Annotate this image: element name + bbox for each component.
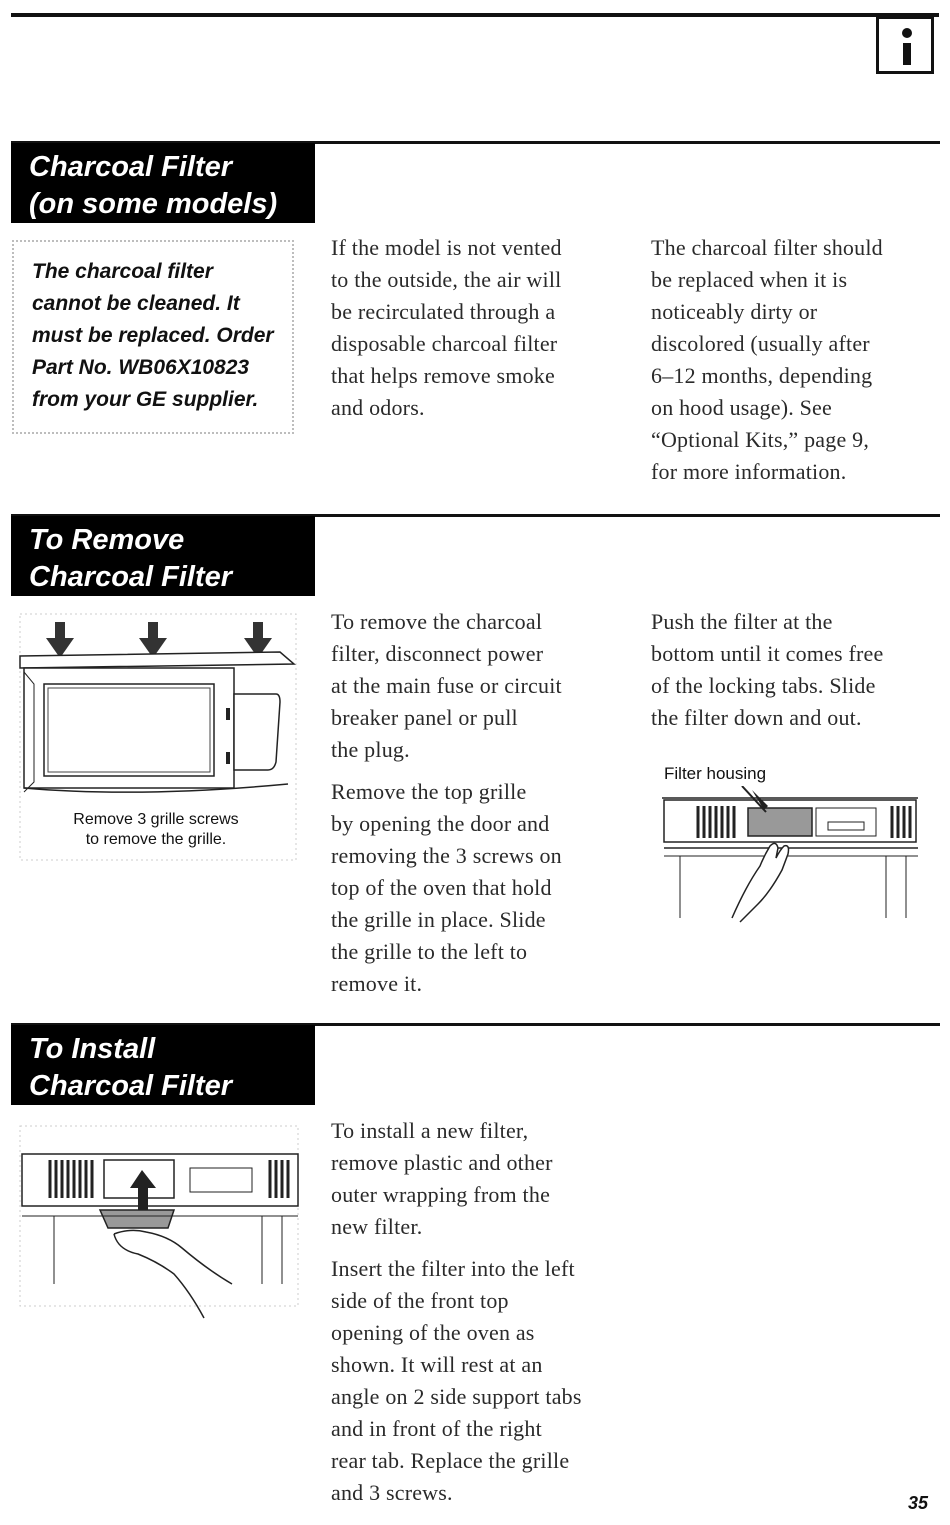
section-title-install-filter: To Install Charcoal Filter bbox=[11, 1025, 315, 1105]
filter-housing-illustration bbox=[660, 786, 928, 926]
charcoal-col2-text: The charcoal filter should be replaced when it is noticeably dirty or discolored (usually after 6–12 months, depending on hood usage). See “Optional Kits,” page 9, for more information. bbox=[651, 235, 883, 484]
remove-col2-text: Push the filter at the bottom until it comes free of the locking tabs. Slide the filter down and out. bbox=[651, 609, 884, 730]
remove-col1-text: To remove the charcoal filter, disconnect power at the main fuse or circuit breaker panel or pull the plug. Remove the top grille by opening the door and removing the 3 screws on top of the oven that hold the grille in place. Slide the grille to the left to remove it. bbox=[331, 609, 562, 996]
note-line: must be replaced. Order bbox=[32, 324, 274, 347]
top-rule bbox=[11, 13, 939, 17]
filter-install-illustration bbox=[18, 1124, 300, 1324]
info-icon bbox=[876, 16, 934, 74]
replacement-note bbox=[12, 240, 294, 434]
install-text: To install a new filter, remove plastic and other outer wrapping from the new filter. Insert the filter into the left side of the front top opening of the oven as shown. It will rest at an angle on 2 side support tabs and in front of the right rear tab. Replace the grille and 3 screws. bbox=[331, 1118, 582, 1505]
note-line: Part No. WB06X10823 bbox=[32, 356, 250, 379]
page-number: 35 bbox=[907, 1493, 928, 1513]
filter-housing-label: Filter housing bbox=[664, 764, 767, 783]
charcoal-col1-text: If the model is not vented to the outside, the air will be recirculated through a disposable charcoal filter that helps remove smoke and odors. bbox=[331, 235, 562, 420]
grille-caption: Remove 3 grille screws to remove the grille. bbox=[73, 811, 239, 848]
note-line: The charcoal filter bbox=[32, 260, 213, 283]
note-line: from your GE supplier. bbox=[32, 388, 259, 411]
section-title-remove-filter: To Remove Charcoal Filter bbox=[11, 516, 315, 596]
note-line: cannot be cleaned. It bbox=[32, 292, 240, 315]
section-title-charcoal-filter: Charcoal Filter (on some models) bbox=[11, 143, 315, 223]
